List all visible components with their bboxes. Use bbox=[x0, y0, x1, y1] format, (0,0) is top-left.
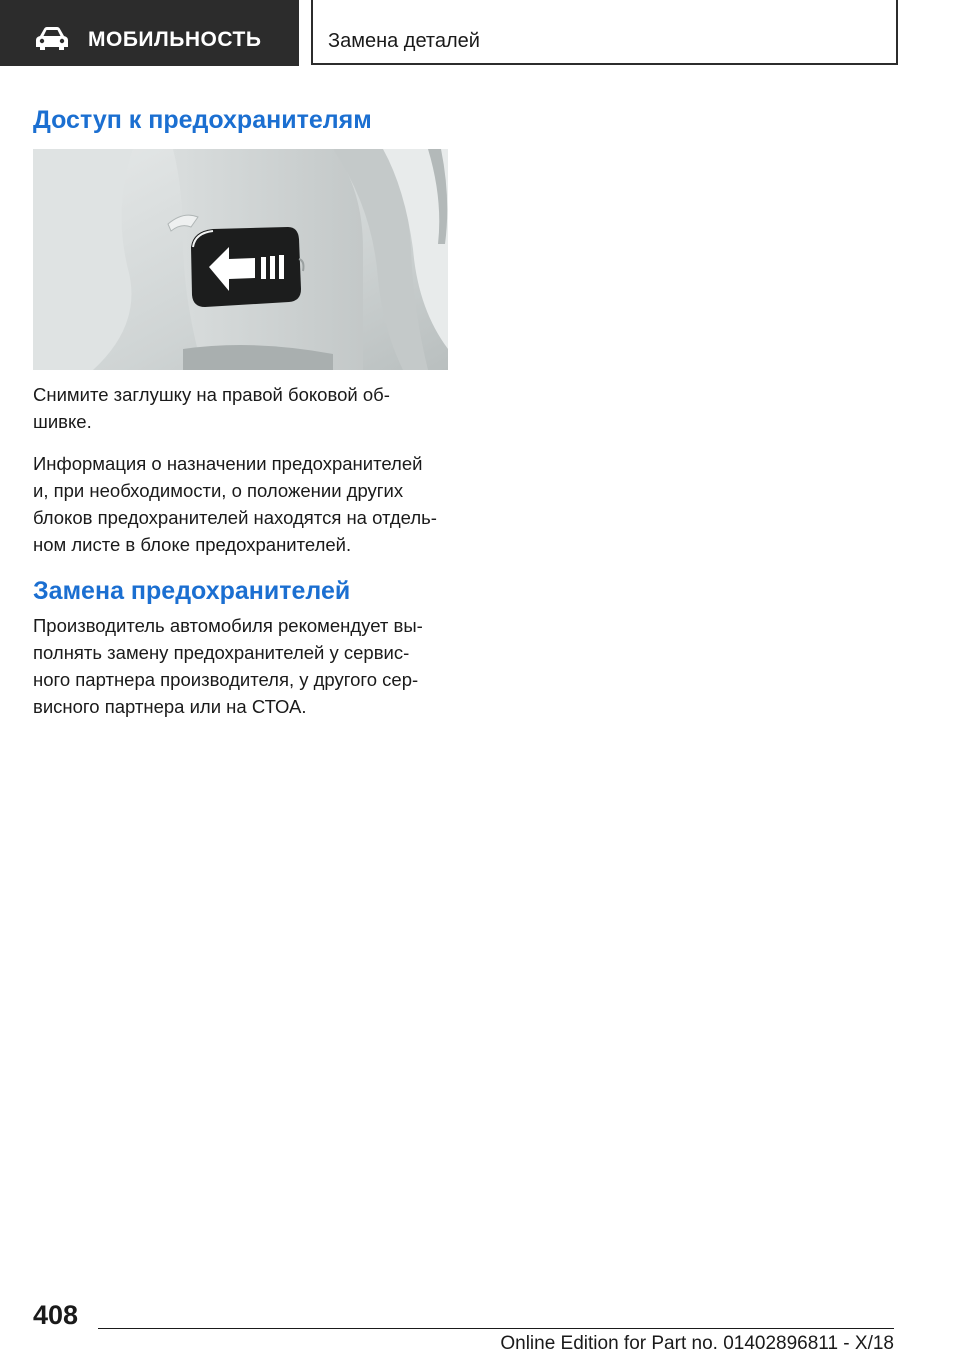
header-chapter-box bbox=[311, 0, 898, 65]
heading-fuse-replacement: Замена предохранителей bbox=[33, 577, 351, 605]
recommendation-paragraph: Производитель автомобиля рекомендует вы- полнять замену предохранителей у сервис- ного партнера производителя, у другого сер- висного партнера или на СТОА. bbox=[33, 615, 423, 717]
section-label: МОБИЛЬНОСТЬ bbox=[88, 28, 262, 51]
instruction-paragraph: Снимите заглушку на правой боковой об- шивке. bbox=[33, 384, 390, 432]
page-number: 408 bbox=[33, 1300, 79, 1330]
footer-edition-text: Online Edition for Part no. 01402896811 - X/18 bbox=[500, 1333, 894, 1354]
header-section-tab bbox=[0, 0, 299, 66]
footer-divider bbox=[98, 1328, 894, 1329]
info-paragraph: Информация о назначении предохранителей и, при необходимости, о положении других блоков предохранителей находятся на отдель- ном листе в блоке предохранителей. bbox=[33, 453, 437, 555]
fuse-cover-photo bbox=[33, 149, 448, 370]
chapter-title: Замена деталей bbox=[328, 30, 480, 52]
fuse-cover-illustration bbox=[33, 149, 448, 370]
heading-fuse-access: Доступ к предохранителям bbox=[33, 106, 372, 134]
car-icon bbox=[34, 26, 70, 52]
